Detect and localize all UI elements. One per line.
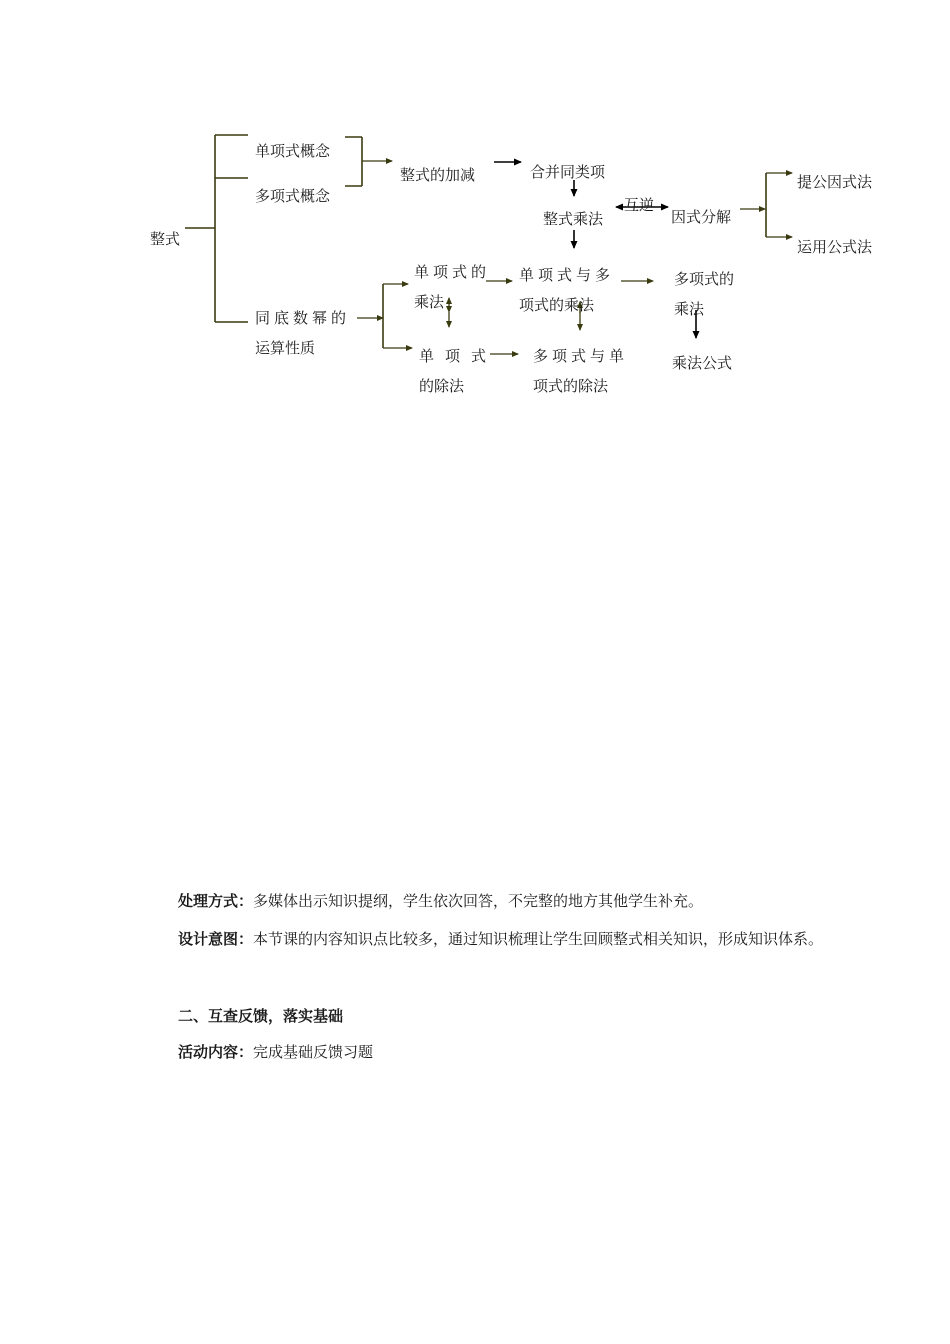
paragraph-activity-body: 完成基础反馈习题	[253, 1043, 374, 1061]
paragraph-intent-label: 设计意图：	[178, 930, 254, 948]
paragraph-activity	[145, 1033, 825, 1071]
node-poly-mult-line2: 乘法	[674, 300, 705, 318]
node-polynomial-concept: 多项式概念	[255, 187, 331, 205]
node-power-ops-line2: 运算性质	[255, 339, 316, 357]
node-power-ops	[255, 303, 350, 363]
node-mono-div	[419, 341, 497, 401]
paragraph-method	[145, 882, 825, 920]
knowledge-structure-diagram	[0, 0, 950, 420]
node-mult-formula: 乘法公式	[672, 354, 733, 372]
node-poly-mono-div-line2: 项式的除法	[533, 377, 609, 395]
node-poly-mono-div	[533, 341, 628, 401]
paragraph-intent-body: 本节课的内容知识点比较多，通过知识梳理让学生回顾整式相关知识，形成知识体系。	[253, 930, 824, 948]
node-mutual-inverse: 互逆	[624, 196, 655, 214]
paragraph-method-label: 处理方式：	[178, 892, 254, 910]
paragraph-activity-label: 活动内容：	[178, 1043, 254, 1061]
node-mono-poly-mult	[519, 260, 614, 320]
paragraph-method-body: 多媒体出示知识提纲，学生依次回答，不完整的地方其他学生补充。	[253, 892, 704, 910]
node-poly-mult-line1: 多项式的	[674, 270, 735, 288]
node-mono-mult	[414, 257, 490, 317]
node-factorization: 因式分解	[671, 208, 732, 226]
paragraph-intent	[145, 920, 825, 958]
node-root: 整式	[150, 230, 181, 248]
node-add-sub: 整式的加减	[400, 166, 476, 184]
node-combine-like-terms: 合并同类项	[530, 163, 606, 181]
node-poly-mult	[674, 264, 734, 324]
node-mono-div-line2: 的除法	[419, 377, 465, 395]
node-mono-mult-line2: 乘法	[414, 293, 445, 311]
node-poly-mono-div-line1: 多项式与单	[533, 347, 629, 365]
node-formula-method: 运用公式法	[797, 238, 873, 256]
node-multiplication: 整式乘法	[543, 210, 604, 228]
node-mono-poly-mult-line1: 单项式与多	[519, 266, 615, 284]
node-mono-poly-mult-line2: 项式的乘法	[519, 296, 595, 314]
node-mono-div-line1: 单项式	[419, 347, 498, 365]
node-monomial-concept: 单项式概念	[255, 142, 331, 160]
node-power-ops-line1: 同底数幂的	[255, 309, 351, 327]
section-heading-2: 二、互查反馈，落实基础	[178, 1007, 344, 1025]
node-common-factor: 提公因式法	[797, 173, 873, 191]
node-mono-mult-line1: 单项式的	[414, 263, 491, 281]
